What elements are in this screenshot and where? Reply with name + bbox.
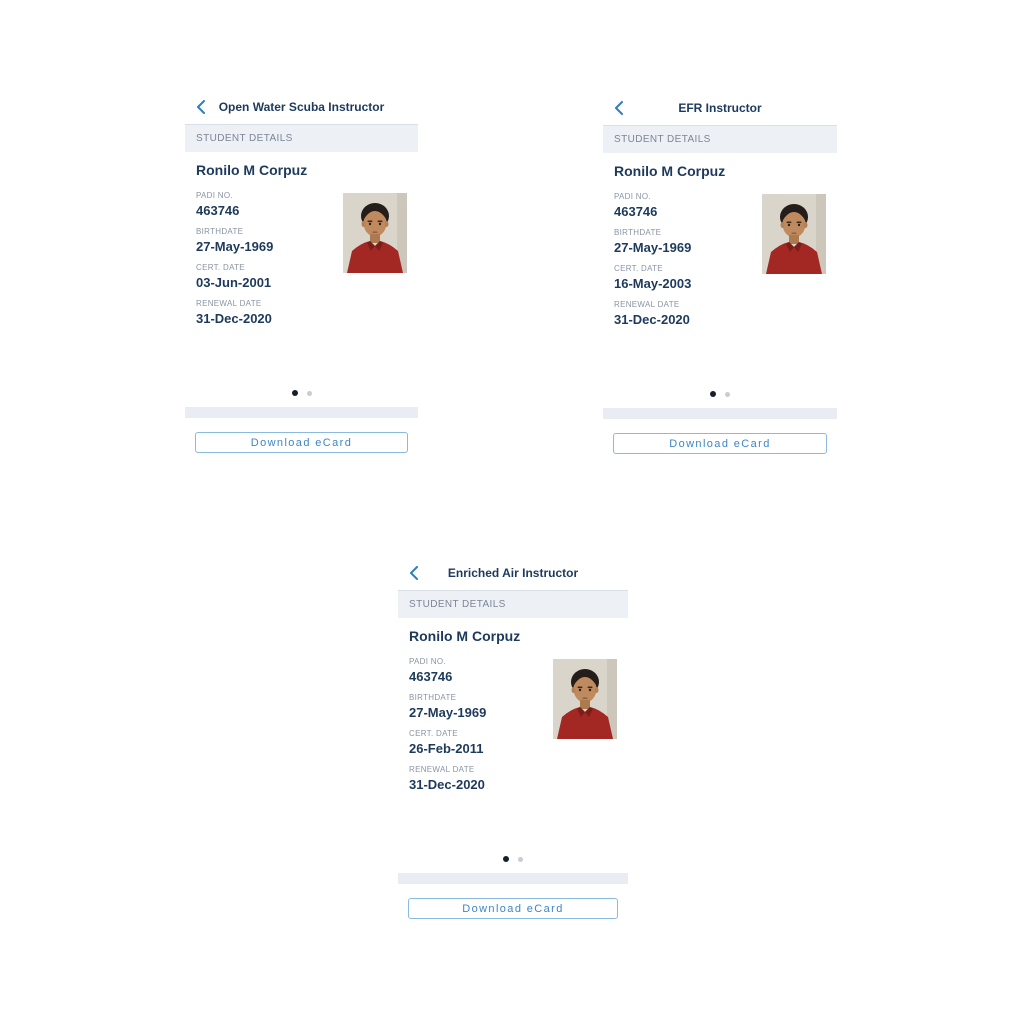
field-padi-no <box>196 191 326 218</box>
field-value: 27-May-1969 <box>614 240 692 255</box>
student-fields <box>196 191 326 335</box>
student-photo <box>343 193 407 273</box>
header-bar <box>185 90 418 124</box>
download-ecard-button[interactable]: Download eCard <box>613 433 827 454</box>
carousel-dot-active[interactable] <box>710 391 716 397</box>
divider-strip <box>398 873 628 884</box>
carousel-dots <box>398 856 628 862</box>
field-birthdate <box>196 227 326 254</box>
field-cert-date <box>614 264 744 291</box>
carousel-dot[interactable] <box>518 857 523 862</box>
field-label: BIRTHDATE <box>196 227 244 236</box>
field-value: 463746 <box>196 203 240 218</box>
student-photo <box>762 194 826 274</box>
carousel-dots <box>603 391 837 397</box>
field-value: 31-Dec-2020 <box>614 312 690 327</box>
field-label: RENEWAL DATE <box>409 765 475 774</box>
header-bar <box>398 556 628 590</box>
field-value: 31-Dec-2020 <box>409 777 485 792</box>
field-value: 463746 <box>614 204 658 219</box>
student-fields <box>614 192 744 336</box>
field-padi-no <box>614 192 744 219</box>
field-label: CERT. DATE <box>196 263 245 272</box>
field-label: PADI NO. <box>409 657 446 666</box>
section-header: STUDENT DETAILS <box>185 124 418 152</box>
field-value: 27-May-1969 <box>409 705 487 720</box>
field-value: 31-Dec-2020 <box>196 311 272 326</box>
student-name: Ronilo M Corpuz <box>196 162 308 178</box>
field-label: RENEWAL DATE <box>196 299 262 308</box>
screen-title: EFR Instructor <box>678 101 762 115</box>
field-label: BIRTHDATE <box>409 693 457 702</box>
screen-efr-instructor <box>603 91 837 461</box>
screen-title: Open Water Scuba Instructor <box>218 100 385 114</box>
field-value: 463746 <box>409 669 453 684</box>
section-header: STUDENT DETAILS <box>398 590 628 618</box>
download-ecard-button[interactable]: Download eCard <box>195 432 408 453</box>
field-value: 27-May-1969 <box>196 239 274 254</box>
field-label: PADI NO. <box>614 192 651 201</box>
header-bar <box>603 91 837 125</box>
field-label: CERT. DATE <box>614 264 663 273</box>
field-label: CERT. DATE <box>409 729 458 738</box>
student-fields <box>409 657 539 801</box>
carousel-dot[interactable] <box>307 391 312 396</box>
field-value: 26-Feb-2011 <box>409 741 484 756</box>
carousel-dot[interactable] <box>725 392 730 397</box>
student-photo <box>553 659 617 739</box>
field-cert-date <box>196 263 326 290</box>
field-value: 16-May-2003 <box>614 276 692 291</box>
field-renewal-date <box>409 765 539 792</box>
field-label: PADI NO. <box>196 191 233 200</box>
screen-enriched-air-instructor <box>398 556 628 926</box>
field-birthdate <box>409 693 539 720</box>
field-padi-no <box>409 657 539 684</box>
field-label: BIRTHDATE <box>614 228 662 237</box>
field-label: RENEWAL DATE <box>614 300 680 309</box>
field-cert-date <box>409 729 539 756</box>
student-name: Ronilo M Corpuz <box>614 163 726 179</box>
screen-open-water-scuba-instructor <box>185 90 418 460</box>
download-ecard-button[interactable]: Download eCard <box>408 898 618 919</box>
carousel-dot-active[interactable] <box>503 856 509 862</box>
screen-title: Enriched Air Instructor <box>447 566 579 580</box>
student-name: Ronilo M Corpuz <box>409 628 521 644</box>
field-value: 03-Jun-2001 <box>196 275 272 290</box>
section-header: STUDENT DETAILS <box>603 125 837 153</box>
carousel-dot-active[interactable] <box>292 390 298 396</box>
field-renewal-date <box>614 300 744 327</box>
divider-strip <box>185 407 418 418</box>
divider-strip <box>603 408 837 419</box>
field-renewal-date <box>196 299 326 326</box>
carousel-dots <box>185 390 418 396</box>
field-birthdate <box>614 228 744 255</box>
